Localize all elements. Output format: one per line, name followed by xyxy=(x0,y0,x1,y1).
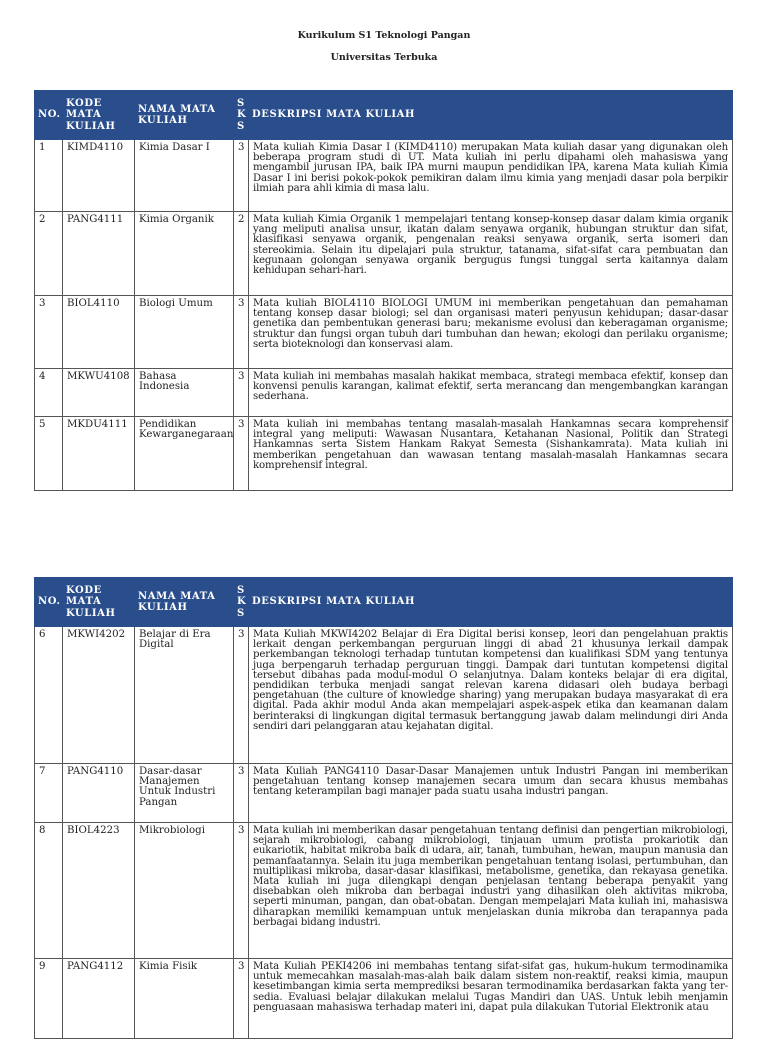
header-nama: NAMA MATA KULIAH xyxy=(135,91,234,140)
cell-no: 8 xyxy=(35,823,63,959)
header-kode: KODE MATA KULIAH xyxy=(63,91,135,140)
header-nama: NAMA MATA KULIAH xyxy=(135,578,234,627)
table-header-row xyxy=(35,578,733,627)
cell-no: 6 xyxy=(35,627,63,764)
document-subtitle: Universitas Terbuka xyxy=(330,52,438,63)
cell-no: 5 xyxy=(35,417,63,491)
cell-kode: PANG4111 xyxy=(63,212,135,296)
cell-kode: BIOL4223 xyxy=(63,823,135,959)
cell-kode: PANG4112 xyxy=(63,959,135,1039)
cell-nama: Pendidikan Kewarganegaraan xyxy=(135,417,234,491)
cell-sks: 3 xyxy=(234,369,249,417)
cell-nama: Mikrobiologi xyxy=(135,823,234,959)
cell-no: 9 xyxy=(35,959,63,1039)
cell-nama: Kimia Organik xyxy=(135,212,234,296)
cell-nama: Bahasa Indonesia xyxy=(135,369,234,417)
cell-sks: 3 xyxy=(234,417,249,491)
cell-deskripsi: Mata kuliah ini membahas masalah hakikat membaca, strategi membaca efektif, konsep dan konvensi penulis karangan, kalimat efektif, serta merancang dan mengembangkan karangan sederhana. xyxy=(249,369,733,417)
cell-kode: MKWU4108 xyxy=(63,369,135,417)
table-row xyxy=(35,369,733,417)
cell-no: 1 xyxy=(35,140,63,212)
table-row xyxy=(35,417,733,491)
cell-sks: 3 xyxy=(234,823,249,959)
header-no: NO. xyxy=(35,91,63,140)
document-title: Kurikulum S1 Teknologi Pangan xyxy=(297,30,471,41)
cell-no: 3 xyxy=(35,296,63,369)
cell-deskripsi: Mata Kuliah MKWI4202 Belajar di Era Digital berisi konsep, leori dan pengelahuan praktis lerkait dengan perkembangan perguruan linggi di abad 21 khusunya lerkail dampak perkembangan teknologi terhadap tuntutan kompetensi dan kualifikasi SDM yang tentunya juga berpengaruh terhadap perguruan tinggi. Dampak dari tuntutan kompetensi digital tersebut dibahas pada modul-modul O selanjutnya. Dalam konteks belajar di era digital, pendidikan terbuka menjadi sangat relevan karena didasari oleh budaya berbagi pengetahuan (the culture of knowledge sharing) yang merupakan budaya masyarakat di era digital. Pada akhir modul Anda akan mempelajari aspek-aspek etika dan keamanan dalam berinteraksi di lingkungan digital termasuk bertanggung jawab dalam melindungi diri Anda sendiri dari pelanggaran atau kejahatan digital. xyxy=(249,627,733,764)
cell-deskripsi: Mata kuliah ini membahas tentang masalah-masalah Hankamnas secara komprehensif integral yang meliputi: Wawasan Nusantara, Ketahanan Nasional, Politik dan Strategi Hankamnas serta Sistem Hankam Rakyat Semesta (Sishankamrata). Mata kuliah ini memberikan pengetahuan dan wawasan tentang masalah-masalah Hankamnas secara komprehensif integral. xyxy=(249,417,733,491)
curriculum-table-2 xyxy=(34,577,733,1039)
table-row xyxy=(35,823,733,959)
cell-no: 2 xyxy=(35,212,63,296)
cell-nama: Kimia Fisik xyxy=(135,959,234,1039)
cell-kode: BIOL4110 xyxy=(63,296,135,369)
table-header-row xyxy=(35,91,733,140)
cell-deskripsi: Mata kuliah BIOL4110 BIOLOGI UMUM ini memberikan pengetahuan dan pemahaman tentang konsep dasar biologi; sel dan organisasi materi penyusun kehidupan; dasar-dasar genetika dan pembentukan generasi baru; mekanisme evolusi dan keberagaman organisme; struktur dan fungsi organ tubuh dari tumbuhan dan hewan; ekologi dan perilaku organisme; serta bioteknologi dan konservasi alam. xyxy=(249,296,733,369)
table-row xyxy=(35,627,733,764)
table-row xyxy=(35,959,733,1039)
header-kode: KODE MATA KULIAH xyxy=(63,578,135,627)
cell-deskripsi: Mata kuliah Kimia Dasar I (KIMD4110) merupakan Mata kuliah dasar yang digunakan oleh beberapa program studi di UT. Mata kuliah ini perlu dipahami oleh mahasiswa yang mengambil jurusan IPA, baik IPA murni maupun pendidikan IPA, karena Mata kuliah Kimia Dasar I ini berisi pokok-pokok pemikiran dalam ilmu kimia yang menjadi dasar pola berpikir ilmiah para ahli kimia di masa lalu. xyxy=(249,140,733,212)
cell-kode: MKWI4202 xyxy=(63,627,135,764)
table-row xyxy=(35,140,733,212)
cell-nama: Kimia Dasar I xyxy=(135,140,234,212)
cell-deskripsi: Mata kuliah ini memberikan dasar pengetahuan tentang definisi dan pengertian mikrobiologi, sejarah mikrobiologi, cabang mikrobiologi, tinjauan umum protista prokariotik dan eukariotik, habitat mikroba baik di udara, air, tanah, tumbuhan, hewan, maupun manusia dan pemanfaatannya. Selain itu juga memberikan pengetahuan tentang isolasi, pertumbuhan, dan multiplikasi mikroba, dasar-dasar klasifikasi, metabolisme, genetika, dan rekayasa genetika. Mata kuliah ini juga dilengkapi dengan penjelasan tentang beberapa penyakit yang disebabkan oleh mikroba dan berbagai industri yang dihasilkan oleh aktivitas mikroba, seperti minuman, pangan, dan obat-obatan. Dengan mempelajari Mata kuliah ini, mahasiswa diharapkan memiliki kemampuan untuk menjelaskan dunia mikroba dan terapannya pada berbagai bidang industri. xyxy=(249,823,733,959)
header-sks: S K S xyxy=(234,578,249,627)
document-header xyxy=(0,30,768,63)
cell-kode: PANG4110 xyxy=(63,764,135,823)
table-row xyxy=(35,296,733,369)
cell-sks: 2 xyxy=(234,212,249,296)
cell-kode: KIMD4110 xyxy=(63,140,135,212)
table-row xyxy=(35,764,733,823)
cell-no: 4 xyxy=(35,369,63,417)
table-row xyxy=(35,212,733,296)
cell-sks: 3 xyxy=(234,959,249,1039)
header-sks: S K S xyxy=(234,91,249,140)
header-deskripsi: DESKRIPSI MATA KULIAH xyxy=(249,91,733,140)
curriculum-table-1 xyxy=(34,90,733,491)
cell-kode: MKDU4111 xyxy=(63,417,135,491)
cell-nama: Dasar-dasar Manajemen Untuk Industri Pangan xyxy=(135,764,234,823)
header-deskripsi: DESKRIPSI MATA KULIAH xyxy=(249,578,733,627)
cell-deskripsi: Mata Kuliah PEKI4206 ini membahas tentang sifat-sifat gas, hukum-hukum termodinamika untuk memecahkan masalah-mas-alah baik dalam sistem non-reaktif, reaksi kimia, maupun kesetimbangan kimia serta memprediksi besaran termodinamika berdasarkan fakta yang ter-sedia. Evaluasi belajar dilakukan melalui Tugas Mandiri dan UAS. Untuk lebih menjamin penguasaan mahasiswa terhadap materi ini, dapat pula dilakukan Tutorial Elektronik atau xyxy=(249,959,733,1039)
cell-deskripsi: Mata kuliah Kimia Organik 1 mempelajari tentang konsep-konsep dasar dalam kimia organik yang meliputi analisa unsur, ikatan dalam senyawa organik, hubungan struktur dan sifat, klasifikasi senyawa organik, pengenalan reaksi senyawa organik, serta isomeri dan stereokimia. Selain itu dipelajari pula struktur, tatanama, sifat-sifat cara pembuatan dan kegunaan golongan senyawa organik bergugus fungsi tunggal serta kaitannya dalam kehidupan sehari-hari. xyxy=(249,212,733,296)
cell-deskripsi: Mata Kuliah PANG4110 Dasar-Dasar Manajemen untuk Industri Pangan ini memberikan pengetahuan tentang konsep manajemen secara umum dan secara khusus membahas tentang keterampilan bagi manajer pada suatu usaha industri pangan. xyxy=(249,764,733,823)
cell-no: 7 xyxy=(35,764,63,823)
cell-nama: Biologi Umum xyxy=(135,296,234,369)
header-no: NO. xyxy=(35,578,63,627)
cell-sks: 3 xyxy=(234,140,249,212)
cell-sks: 3 xyxy=(234,296,249,369)
cell-sks: 3 xyxy=(234,627,249,764)
cell-sks: 3 xyxy=(234,764,249,823)
cell-nama: Belajar di Era Digital xyxy=(135,627,234,764)
